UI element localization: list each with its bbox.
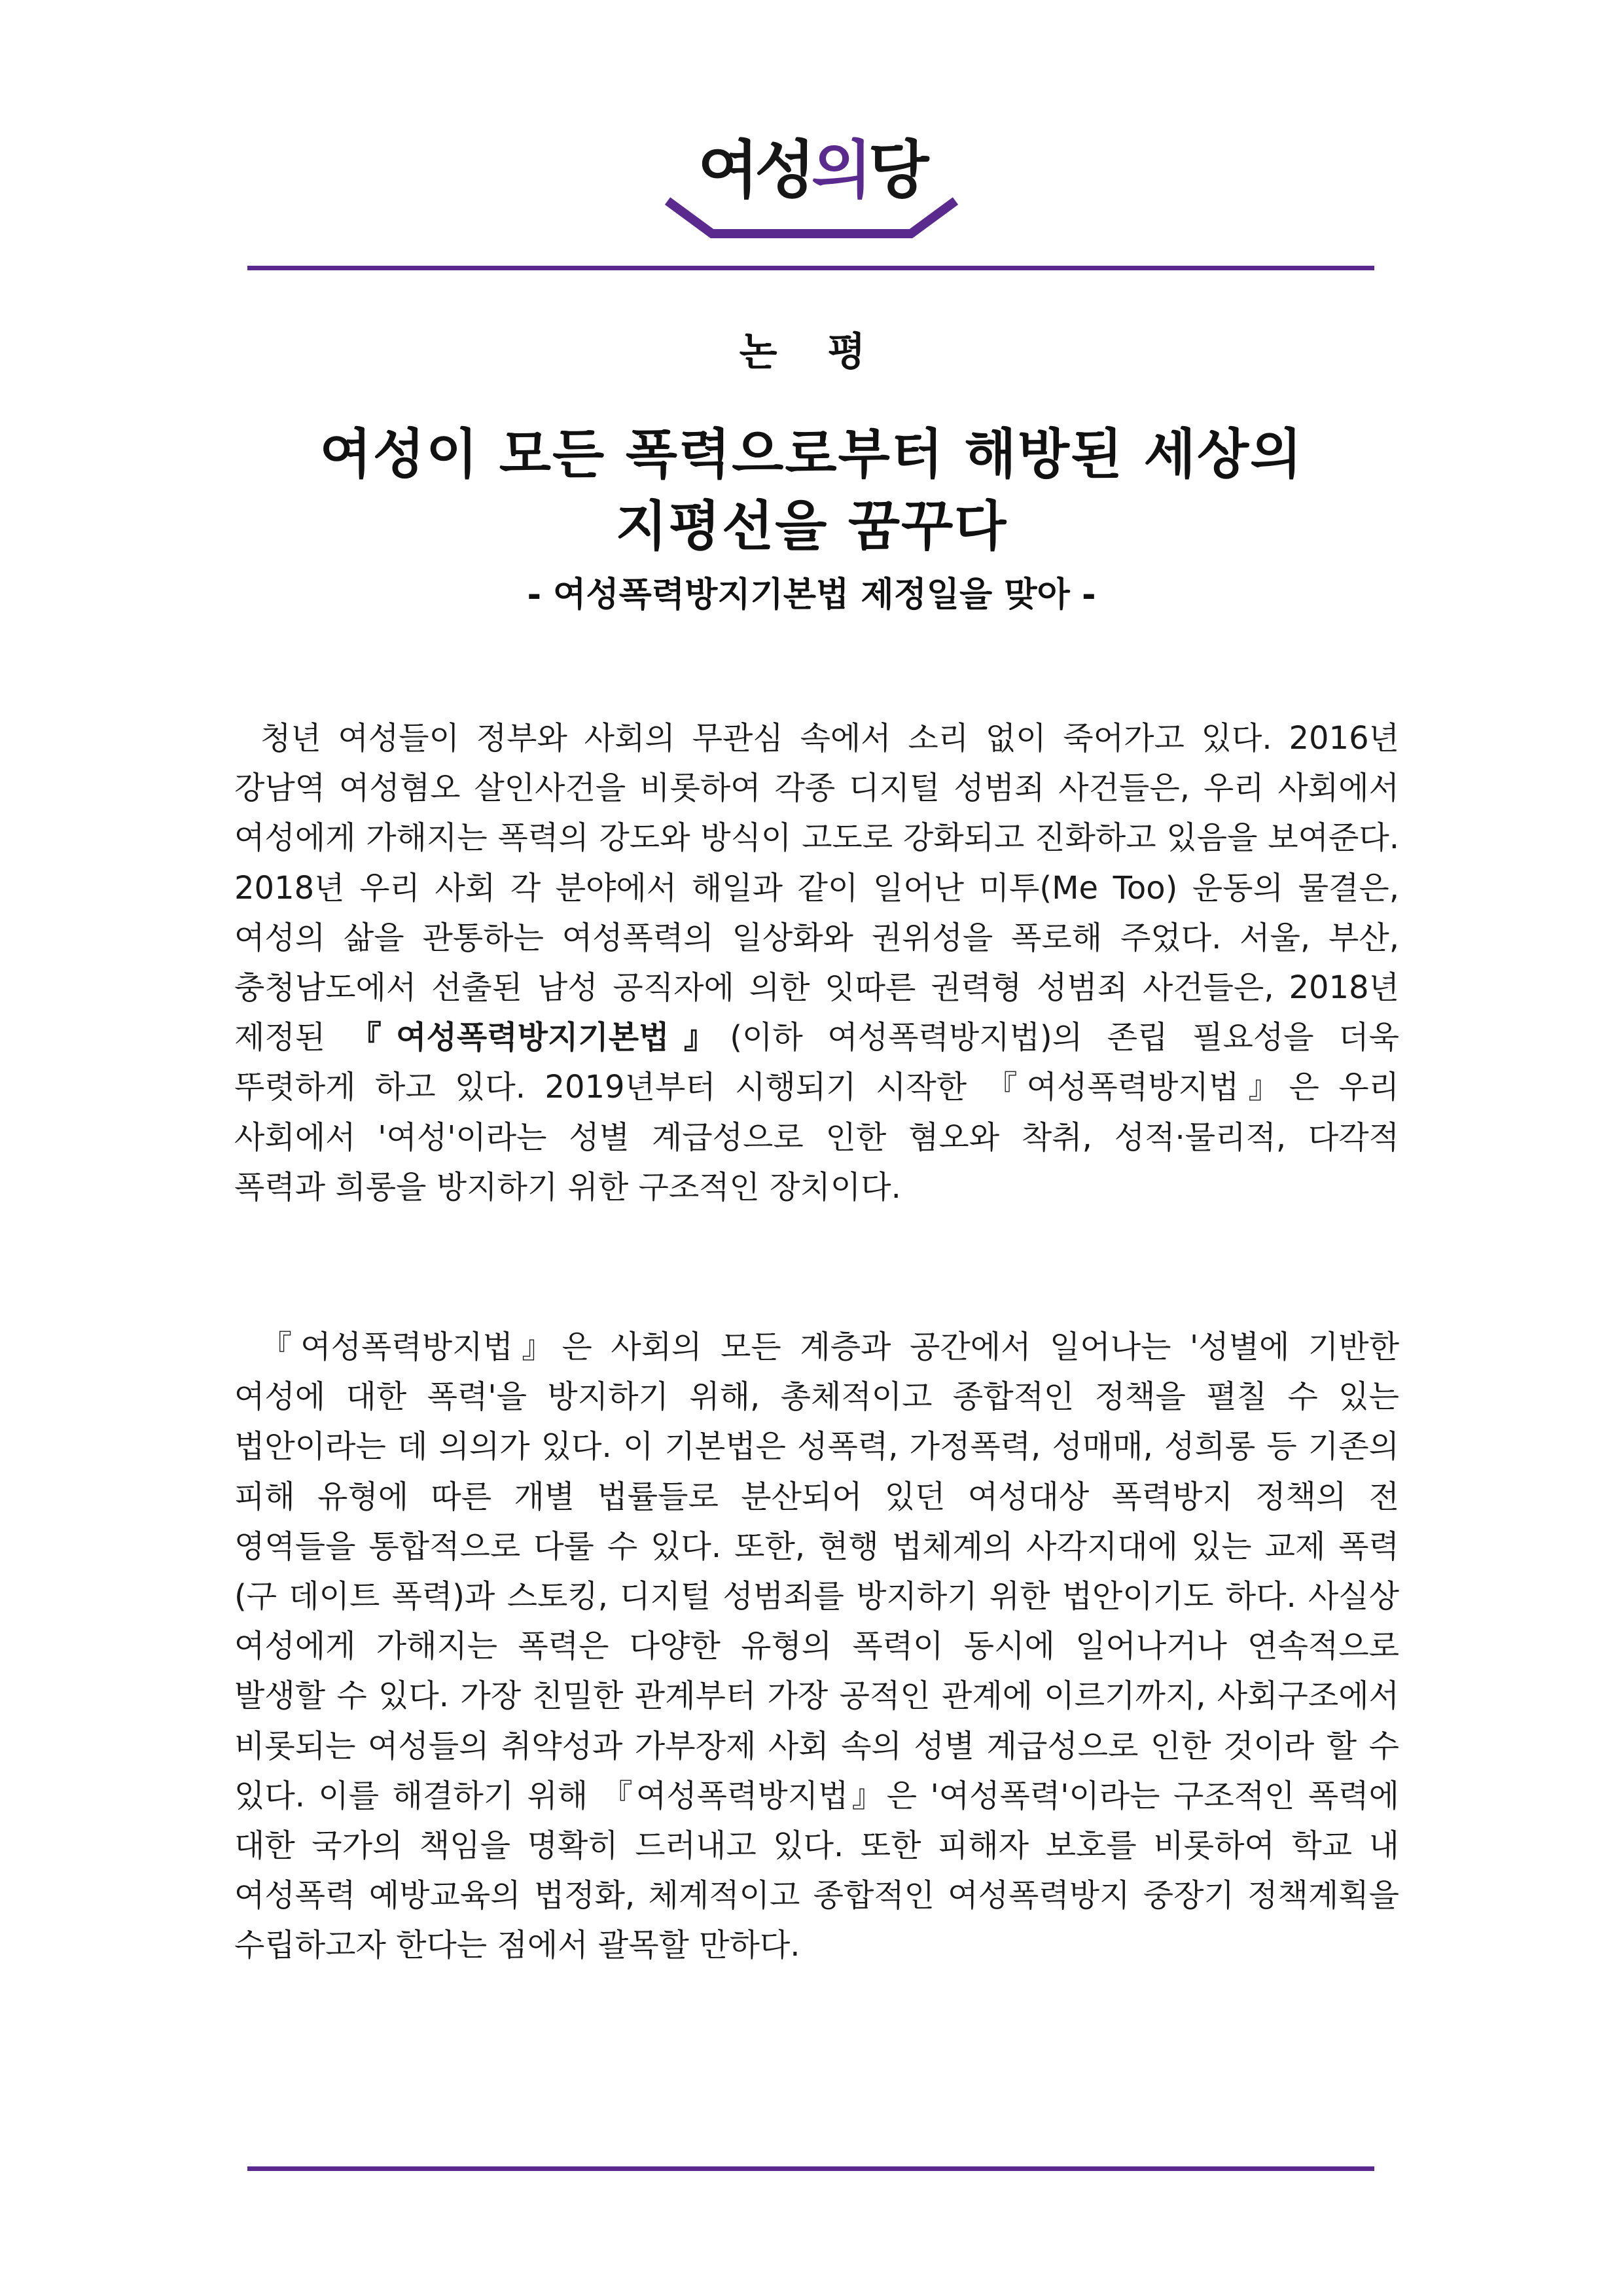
- category-label: 논 평: [739, 329, 884, 375]
- body-paragraph-1: 청년 여성들이 정부와 사회의 무관심 속에서 소리 없이 죽어가고 있다. 2016년 강남역 여성혐오 살인사건을 비롯하여 각종 디지털 성범죄 사건들은, 우리 사회에서 여성에게 가해지는 폭력의 강도와 방식이 고도로 강화되고 진화하고 있음을 보여준다. 2018년 우리 사회 각 분야에서 해일과 같이 일어난 미투(Me Too) 운동의 물결은, 여성의 삶을 관통하는 여성폭력의 일상화와 권위성을 폭로해 주었다. 서울, 부산, 충청남도에서 선출된 남성 공직자에 의한 잇따른 권력형 성범죄 사건들은, 2018년 제정된 『여성폭력방지기본법』(이하 여성폭력방지법)의 존립 필요성을 더욱 뚜렷하게 하고 있다. 2019년부터 시행되기 시작한 『여성폭력방지법』은 우리 사회에서 '여성'이라는 성별 계급성으로 인한 혐오와 착취, 성적·물리적, 다각적 폭력과 희롱을 방지하기 위한 구조적인 장치이다.: [234, 720, 1399, 1206]
- headline-line-1: 여성이 모든 폭력으로부터 해방된 세상의: [319, 423, 1304, 486]
- headline: [131, 419, 1492, 563]
- footer-divider: [247, 2166, 1374, 2171]
- headline-line-2: 지평선을 꿈꾸다: [615, 495, 1008, 558]
- header-divider: [247, 266, 1374, 270]
- law-name-bold: 『여성폭력방지기본법』: [349, 1019, 730, 1056]
- subtitle: - 여성폭력방지기본법 제정일을 맞아 -: [527, 575, 1096, 615]
- logo-chevron-icon: [654, 193, 969, 245]
- party-logo: [654, 134, 969, 245]
- body-paragraph-2: 『여성폭력방지법』은 사회의 모든 계층과 공간에서 일어나는 '성별에 기반한 여성에 대한 폭력'을 방지하기 위해, 총체적이고 종합적인 정책을 펼칠 수 있는 법안이라는 데 의의가 있다. 이 기본법은 성폭력, 가정폭력, 성매매, 성희롱 등 기존의 피해 유형에 따른 개별 법률들로 분산되어 있던 여성대상 폭력방지 정책의 전 영역들을 통합적으로 다룰 수 있다. 또한, 현행 법체계의 사각지대에 있는 교제 폭력(구 데이트 폭력)과 스토킹, 디지털 성범죄를 방지하기 위한 법안이기도 하다. 사실상 여성에게 가해지는 폭력은 다양한 유형의 폭력이 동시에 일어나거나 연속적으로 발생할 수 있다. 가장 친밀한 관계부터 가장 공적인 관계에 이르기까지, 사회구조에서 비롯되는 여성들의 취약성과 가부장제 사회 속의 성별 계급성으로 인한 것이라 할 수 있다. 이를 해결하기 위해 『여성폭력방지법』은 '여성폭력'이라는 구조적인 폭력에 대한 국가의 책임을 명확히 드러내고 있다. 또한 피해자 보호를 비롯하여 학교 내 여성폭력 예방교육의 법정화, 체계적이고 종합적인 여성폭력방지 중장기 정책계획을 수립하고자 한다는 점에서 괄목할 만하다.: [234, 1329, 1399, 1964]
- logo-wordmark: 여성의당: [698, 134, 925, 207]
